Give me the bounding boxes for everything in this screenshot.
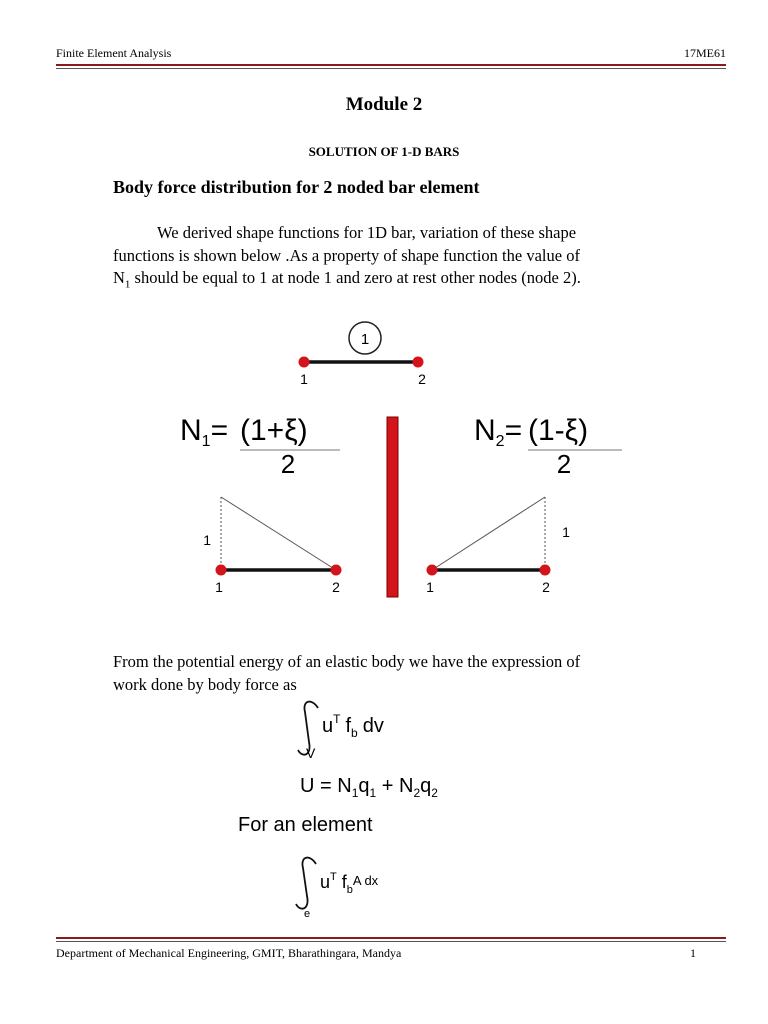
n1-node-2-label: 2: [332, 579, 340, 595]
n1-node-1: [216, 565, 227, 576]
paragraph-1-line-1: We derived shape functions for 1D bar, variation of these shape: [157, 223, 577, 242]
divider-bar: [387, 417, 398, 597]
integral-2-domain: e: [304, 908, 311, 920]
paragraph-2: [113, 651, 673, 696]
integral-1-f: f: [345, 715, 352, 737]
page-number: 1: [690, 946, 696, 960]
integral-2-transpose: T: [330, 871, 337, 883]
footer-left: Department of Mechanical Engineering, GMIT, Bharathingara, Mandya: [56, 946, 402, 960]
eq-q1: q: [358, 775, 370, 797]
header-left: Finite Element Analysis: [56, 46, 172, 60]
n2-node-1: [427, 565, 438, 576]
n1-node-2: [331, 565, 342, 576]
for-an-element-label: For an element: [238, 814, 373, 836]
n1-height-label: 1: [203, 532, 211, 548]
n2-letter: N: [474, 414, 496, 447]
paragraph-2-line-2: work done by body force as: [113, 674, 297, 694]
integral-2-expression: [320, 871, 379, 896]
eq-q2-subscript: 2: [431, 786, 438, 800]
integral-2-f-subscript: b: [346, 884, 353, 896]
integral-2-u: u: [320, 872, 331, 892]
top-node-2: [413, 357, 424, 368]
n2-variation-line: [432, 497, 545, 570]
page-title: Module 2: [345, 94, 423, 115]
paragraph-1-line-3: [113, 267, 657, 290]
integral-1-domain: V: [306, 745, 316, 761]
eq-plus-n2: + N: [376, 775, 414, 797]
n1-letter: N: [180, 414, 202, 447]
n1-formula-lhs: [180, 414, 228, 450]
eq-q2: q: [420, 775, 432, 797]
eq-n2-subscript: 2: [413, 786, 421, 800]
n2-formula-lhs: [474, 414, 522, 450]
footer-rule: [56, 937, 726, 939]
n2-formula-subscript: 2: [495, 433, 505, 450]
n2-node-1-label: 1: [426, 579, 434, 595]
n1-numerator: (1+ξ): [240, 414, 308, 447]
displacement-equation: [300, 775, 438, 800]
integral-2-f: f: [341, 872, 347, 892]
integral-1-u: u: [322, 715, 334, 737]
header-rule: [56, 64, 726, 66]
n2-numerator: (1-ξ): [528, 414, 589, 447]
section-heading: Body force distribution for 2 noded bar element: [113, 177, 480, 197]
top-node-2-label: 2: [418, 371, 426, 387]
paragraph-1-line-2: functions is shown below .As a property of shape function the value of: [113, 245, 580, 265]
integral-1-expression: [322, 712, 384, 740]
n1-symbol: N: [113, 268, 125, 287]
shape-function-figure: [176, 310, 626, 610]
n2-node-2-label: 2: [542, 579, 550, 595]
integral-1-transpose: T: [333, 712, 341, 726]
n1-node-1-label: 1: [215, 579, 223, 595]
element-number: 1: [360, 331, 370, 348]
n1-subscript: 1: [124, 278, 131, 291]
n2-node-2: [540, 565, 551, 576]
paragraph-1: [113, 222, 657, 290]
top-node-1: [299, 357, 310, 368]
integral-2-adx: A dx: [352, 873, 379, 888]
body-force-equations: [232, 696, 472, 924]
n1-equals: =: [210, 414, 229, 447]
n2-equals: =: [504, 414, 523, 447]
n2-height-label: 1: [562, 524, 570, 540]
top-node-1-label: 1: [300, 371, 308, 387]
eq-q1-subscript: 1: [369, 786, 377, 800]
n1-variation-line: [221, 497, 336, 570]
paragraph-1-line-3-text: should be equal to 1 at node 1 and zero at rest other nodes (node 2).: [130, 268, 581, 287]
eq-n1-subscript: 1: [351, 786, 359, 800]
paragraph-2-line-1: From the potential energy of an elastic body we have the expression of: [113, 652, 581, 671]
n1-formula-subscript: 1: [201, 433, 211, 450]
page-subtitle: SOLUTION OF 1-D BARS: [308, 144, 460, 159]
header-rule-thin: [56, 68, 726, 69]
integral-sign-2: [296, 858, 316, 909]
header-right: 17ME61: [684, 46, 726, 60]
integral-1-dv: dv: [362, 715, 384, 737]
integral-1-f-subscript: b: [351, 726, 358, 740]
n2-denominator: 2: [556, 449, 572, 479]
n1-denominator: 2: [280, 449, 296, 479]
footer-rule-thin: [56, 941, 726, 942]
eq-u-start: U = N: [300, 775, 352, 797]
